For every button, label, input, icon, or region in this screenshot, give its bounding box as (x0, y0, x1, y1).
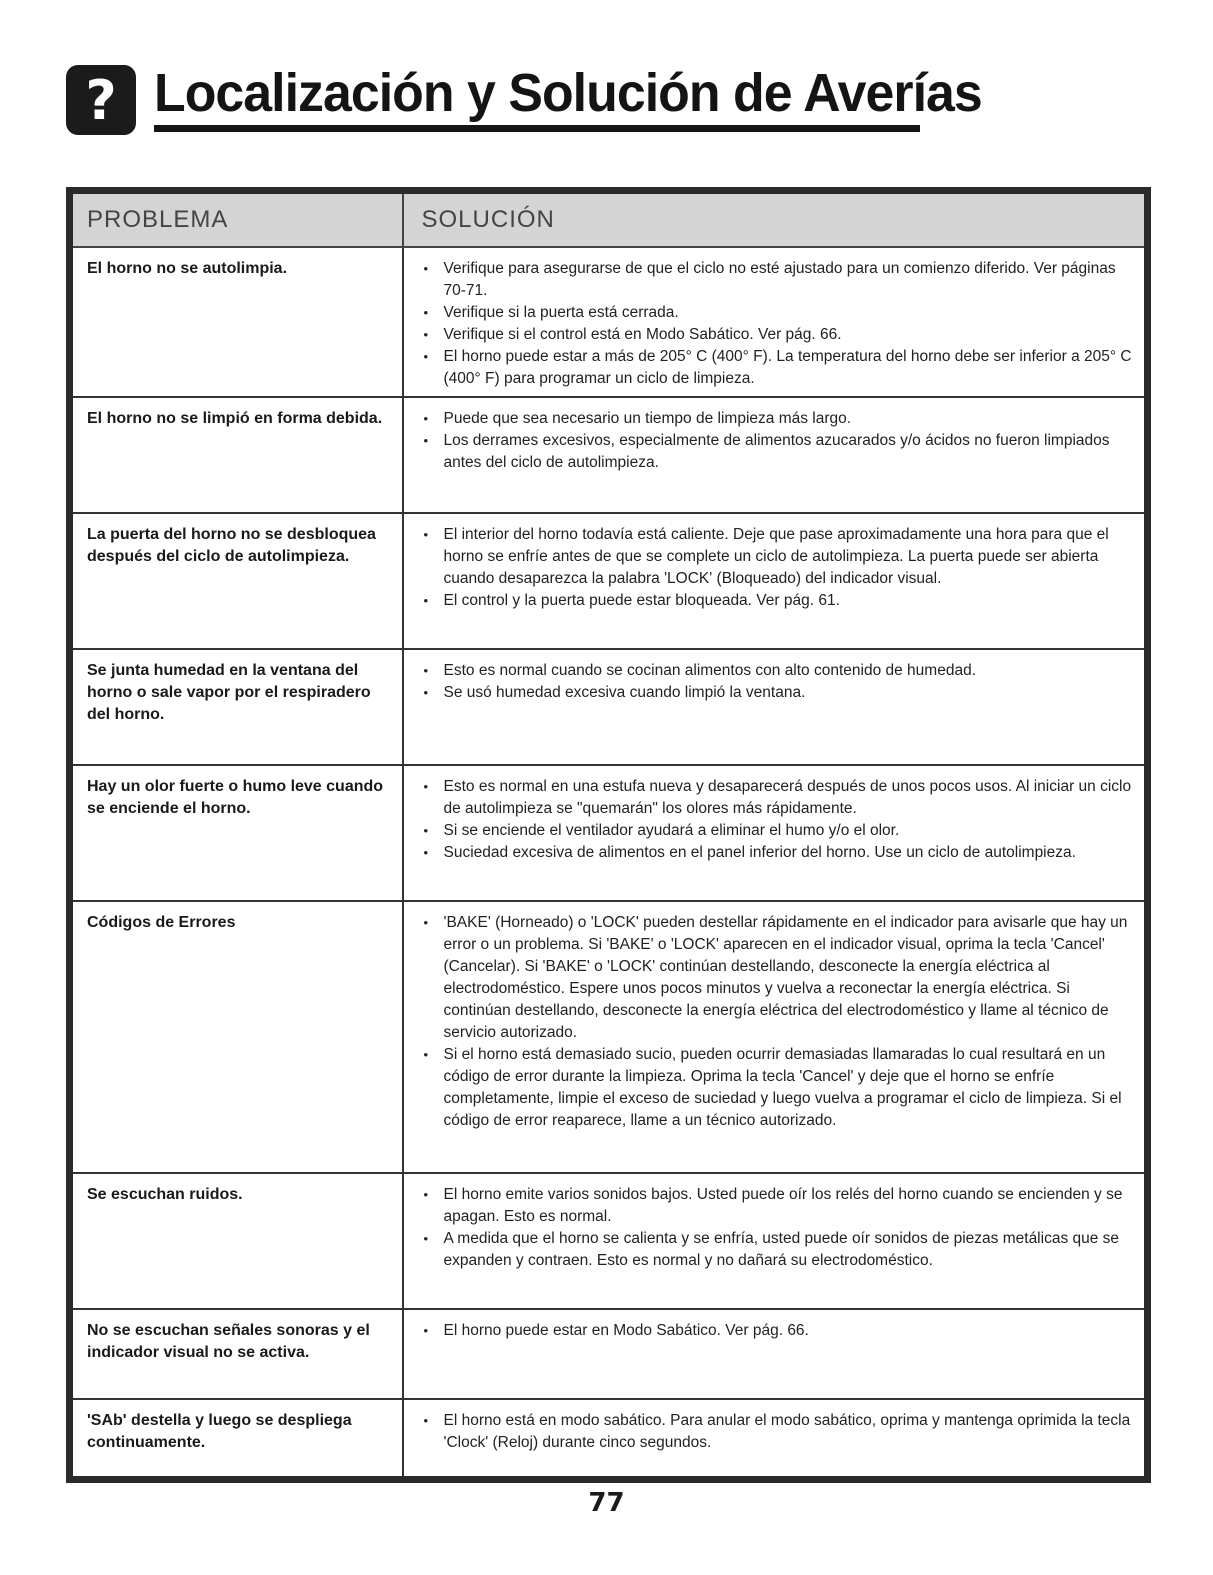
solution-cell (403, 1173, 1148, 1309)
page-header (66, 62, 982, 142)
title-underline (154, 125, 920, 132)
solution-list (422, 1184, 1135, 1272)
solution-cell (403, 247, 1148, 397)
problem-cell: Se escuchan ruidos. (70, 1173, 403, 1309)
solution-item: • El interior del horno todavía está caliente. Deje que pase aproximadamente una hora para que el horno se enfríe antes de que se complete un ciclo de autolimpieza. La puerta puede ser abierta cuando desaparezca la palabra 'LOCK' (Bloqueado) del indicador visual. (444, 524, 1135, 590)
solution-item: • El horno puede estar en Modo Sabático. Ver pág. 66. (444, 1320, 1135, 1342)
solution-item: • El horno emite varios sonidos bajos. Usted puede oír los relés del horno cuando se encienden y se apagan. Esto es normal. (444, 1184, 1135, 1228)
problem-cell: Se junta humedad en la ventana del horno o sale vapor por el respiradero del horno. (70, 649, 403, 765)
solution-list (422, 1410, 1135, 1454)
solution-item: • Se usó humedad excesiva cuando limpió la ventana. (444, 682, 1135, 704)
solution-item: • Suciedad excesiva de alimentos en el panel inferior del horno. Use un ciclo de autolimpieza. (444, 842, 1135, 864)
solution-item: • Esto es normal en una estufa nueva y desaparecerá después de unos pocos usos. Al iniciar un ciclo de autolimpieza se "quemarán" los olores más rápidamente. (444, 776, 1135, 820)
solution-item: • El horno puede estar a más de 205° C (400° F). La temperatura del horno debe ser inferior a 205° C (400° F) para programar un ciclo de limpieza. (444, 346, 1135, 390)
solution-list (422, 776, 1135, 864)
solution-cell (403, 765, 1148, 901)
solution-list (422, 258, 1135, 390)
solution-cell (403, 397, 1148, 513)
solution-cell (403, 1309, 1148, 1399)
solution-item: • Esto es normal cuando se cocinan alimentos con alto contenido de humedad. (444, 660, 1135, 682)
table-row (70, 1399, 1148, 1479)
solution-item: • 'BAKE' (Horneado) o 'LOCK' pueden destellar rápidamente en el indicador para avisarle que hay un error o un problema. Si 'BAKE' o 'LOCK' aparecen en el indicador visual, oprima la tecla 'Cancel' (Cancelar). Si 'BAKE' o 'LOCK' continúan destellando, desconecte la energía eléctrica al electrodoméstico. Espere unos pocos minutos y vuelva a reconectar la energía eléctrica. Si continúan destellando, desconecte la energía eléctrica del electrodoméstico y llame al técnico de servicio autorizado. (444, 912, 1135, 1044)
solution-column-header: SOLUCIÓN (403, 191, 1148, 248)
solution-item: • Si se enciende el ventilador ayudará a eliminar el humo y/o el olor. (444, 820, 1135, 842)
problem-cell: La puerta del horno no se desbloquea después del ciclo de autolimpieza. (70, 513, 403, 649)
solution-item: • Los derrames excesivos, especialmente de alimentos azucarados y/o ácidos no fueron limpiados antes del ciclo de autolimpieza. (444, 430, 1135, 474)
table-row (70, 649, 1148, 765)
table-header-row (70, 191, 1148, 248)
table-row (70, 397, 1148, 513)
problem-column-header: PROBLEMA (70, 191, 403, 248)
solution-cell (403, 901, 1148, 1173)
table-row (70, 901, 1148, 1173)
solution-item: • Verifique si la puerta está cerrada. (444, 302, 1135, 324)
solution-item: • El horno está en modo sabático. Para anular el modo sabático, oprima y mantenga oprimida la tecla 'Clock' (Reloj) durante cinco segundos. (444, 1410, 1135, 1454)
solution-item: • El control y la puerta puede estar bloqueada. Ver pág. 61. (444, 590, 1135, 612)
solution-cell (403, 513, 1148, 649)
solution-cell (403, 649, 1148, 765)
solution-item: • Puede que sea necesario un tiempo de limpieza más largo. (444, 408, 1135, 430)
page-title: Localización y Solución de Averías (154, 63, 982, 123)
table-row (70, 1309, 1148, 1399)
problem-cell: El horno no se limpió en forma debida. (70, 397, 403, 513)
table-row (70, 765, 1148, 901)
solution-list (422, 408, 1135, 474)
table-row (70, 247, 1148, 397)
solution-item: • A medida que el horno se calienta y se enfría, usted puede oír sonidos de piezas metálicas que se expanden y contraen. Esto es normal y no dañará su electrodoméstico. (444, 1228, 1135, 1272)
table-row (70, 1173, 1148, 1309)
solution-item: • Verifique para asegurarse de que el ciclo no esté ajustado para un comienzo diferido. Ver páginas 70-71. (444, 258, 1135, 302)
solution-list (422, 912, 1135, 1132)
problem-cell: El horno no se autolimpia. (70, 247, 403, 397)
problem-cell: Códigos de Errores (70, 901, 403, 1173)
page-number: 77 (588, 1488, 625, 1518)
table-row (70, 513, 1148, 649)
solution-cell (403, 1399, 1148, 1479)
solution-list (422, 524, 1135, 612)
problem-cell: 'SAb' destella y luego se despliega continuamente. (70, 1399, 403, 1479)
solution-item: • Verifique si el control está en Modo Sabático. Ver pág. 66. (444, 324, 1135, 346)
problem-cell: No se escuchan señales sonoras y el indicador visual no se activa. (70, 1309, 403, 1399)
solution-list (422, 660, 1135, 704)
problem-cell: Hay un olor fuerte o humo leve cuando se enciende el horno. (70, 765, 403, 901)
troubleshooting-table (66, 187, 1151, 1483)
solution-item: • Si el horno está demasiado sucio, pueden ocurrir demasiadas llamaradas lo cual resultará en un código de error durante la limpieza. Oprima la tecla 'Cancel' y deje que el horno se enfríe completamente, limpie el exceso de suciedad y luego vuelva a programar el ciclo de limpieza. Si el código de error reaparece, llame a un técnico autorizado. (444, 1044, 1135, 1132)
question-icon: ? (66, 65, 136, 135)
solution-list (422, 1320, 1135, 1342)
